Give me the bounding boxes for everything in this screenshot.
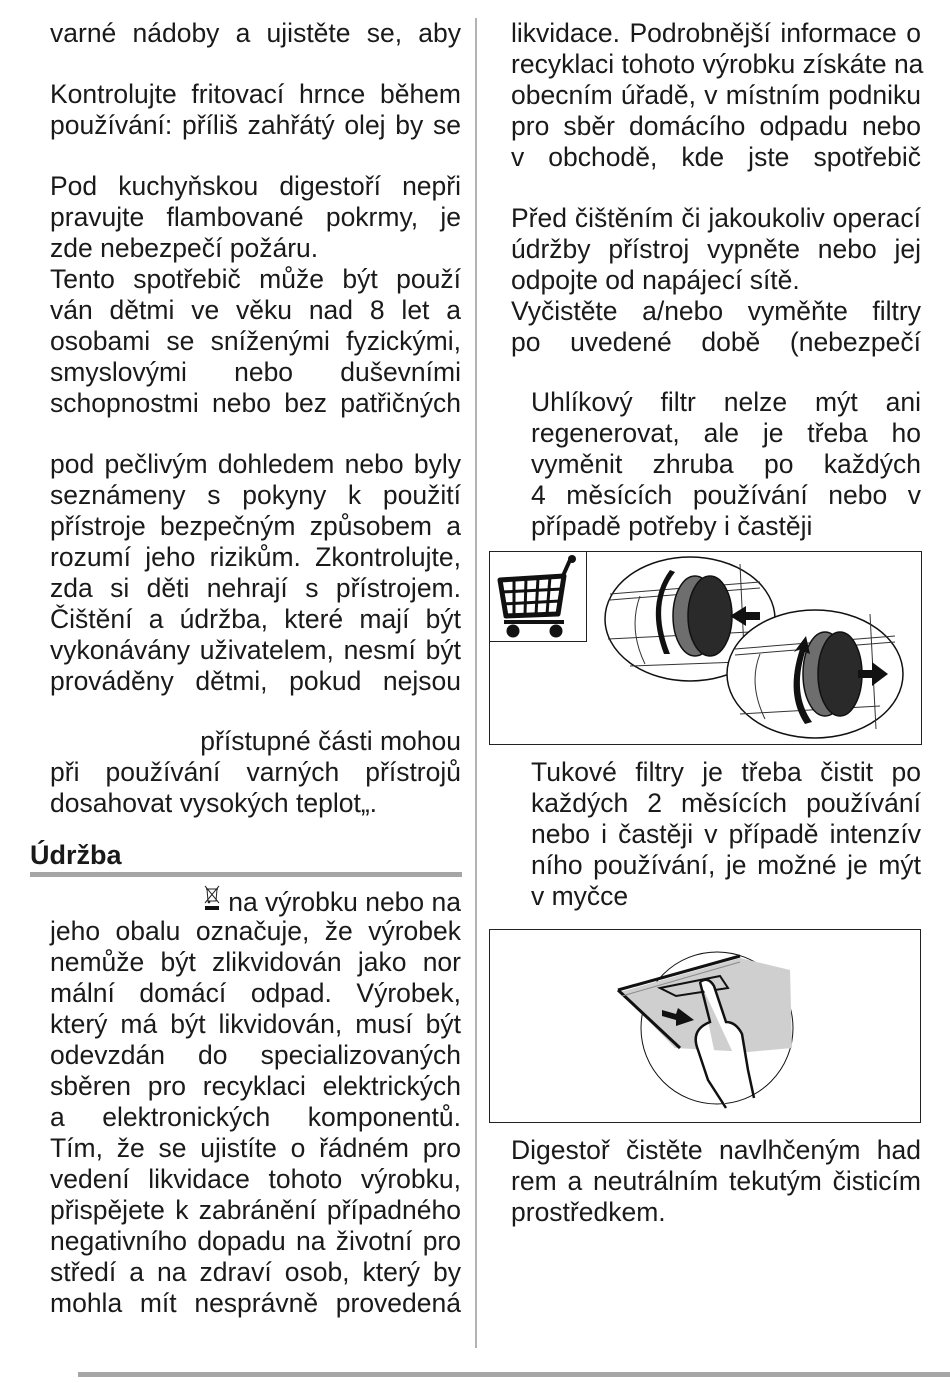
text-line: odevzdán do specializovaných: [50, 1040, 461, 1070]
filter-remove-step: [727, 610, 903, 738]
text-line: negativního dopadu na životní pro: [50, 1226, 461, 1256]
text-line: zda si děti nehrají s přístrojem.: [50, 573, 461, 603]
cart-box: [490, 552, 587, 642]
text-line: pod pečlivým dohledem nebo byly: [50, 449, 461, 479]
text-line: prováděny dětmi, pokud nejsou: [50, 666, 461, 696]
carbon-filter-figure: [489, 551, 922, 745]
text-line: každých 2 měsících používání: [531, 788, 921, 818]
text-line: Pod kuchyňskou digestoří nepři: [50, 171, 461, 201]
text-line: Digestoř čistěte navlhčeným had: [511, 1135, 921, 1165]
text-line: odpojte od napájecí sítě.: [511, 265, 800, 295]
text-line: přístupné části mohou: [200, 726, 461, 756]
text-line: mální domácí odpad. Výrobek,: [50, 978, 461, 1008]
text-line: nemůže být zlikvidován jako nor: [50, 947, 461, 977]
text-line: sběren pro recyklaci elektrických: [50, 1071, 461, 1101]
text-line: varné nádoby a ujistěte se, aby: [50, 18, 461, 48]
text-line: přístroje bezpečným způsobem a: [50, 511, 461, 541]
text-line: Vyčistěte a/nebo vyměňte filtry: [511, 296, 921, 326]
heading-underline: [30, 872, 462, 877]
text-line: osobami se sníženými fyzickými,: [50, 326, 461, 356]
carbon-filter-illustration: [600, 554, 920, 742]
text-line: nebo i častěji v případě intenzív: [531, 819, 921, 849]
text-line: ního používání, je možné je mýt: [531, 850, 921, 880]
text-line: 4 měsících používání nebo v: [531, 480, 921, 510]
text-line: Čištění a údržba, které mají být: [50, 604, 461, 634]
text-line: vedení likvidace tohoto výrobku,: [50, 1164, 461, 1194]
text-line: zde nebezpečí požáru.: [50, 233, 319, 263]
text-line: po uvedené době (nebezpečí: [511, 327, 921, 357]
text-line: používání: příliš zahřátý olej by se: [50, 110, 461, 140]
text-line: obecním úřadě, v místním podniku: [511, 80, 921, 110]
grease-filter-figure: [489, 929, 921, 1123]
text-line: pro sběr domácího odpadu nebo: [511, 111, 921, 141]
text-line: pravujte flambované pokrmy, je: [50, 202, 461, 232]
text-line: v myčce: [531, 881, 629, 911]
text-line: případě potřeby i častěji: [531, 511, 813, 541]
text-line: středí a na zdraví osob, který by: [50, 1257, 461, 1287]
text-line: seznámeny s pokyny k použití: [50, 480, 461, 510]
text-line: rem a neutrálním tekutým čisticím: [511, 1166, 921, 1196]
text-line: vyměnit zhruba po každých: [531, 449, 921, 479]
text-line: recyklaci tohoto výrobku získáte na: [511, 49, 924, 79]
page-bottom-rule: [78, 1372, 950, 1377]
weee-paragraph-text: na výrobku nebo na: [228, 887, 461, 917]
text-line: ván dětmi ve věku nad 8 let a: [50, 295, 461, 325]
shopping-cart-icon: [490, 552, 584, 639]
grease-filter-illustration: [490, 930, 920, 1122]
text-line: dosahovat vysokých teplot„.: [50, 788, 378, 818]
text-line: Tento spotřebič může být použí: [50, 264, 461, 294]
text-line: likvidace. Podrobnější informace o: [511, 18, 921, 48]
text-line: schopnostmi nebo bez patřičných: [50, 388, 461, 418]
text-line: Tím, že se ujistíte o řádném pro: [50, 1133, 461, 1163]
text-line: vykonávány uživatelem, nesmí být: [50, 635, 461, 665]
column-divider: [475, 18, 477, 1348]
text-line: regenerovat, ale je třeba ho: [531, 418, 921, 448]
text-line: jeho obalu označuje, že výrobek: [50, 916, 461, 946]
section-heading-maintenance: Údržba: [30, 840, 122, 870]
text-line: rozumí jeho rizikům. Zkontrolujte,: [50, 542, 461, 572]
text-line: Kontrolujte fritovací hrnce během: [50, 79, 461, 109]
text-line: a elektronických komponentů.: [50, 1102, 461, 1132]
text-line: mohla mít nesprávně provedená: [50, 1288, 461, 1318]
text-line: údržby přístroj vypněte nebo jej: [511, 234, 921, 264]
text-line: smyslovými nebo duševními: [50, 357, 461, 387]
text-line: prostředkem.: [511, 1197, 666, 1227]
text-line: při používání varných přístrojů: [50, 757, 461, 787]
text-line: přispějete k zabránění případného: [50, 1195, 461, 1225]
weee-paragraph-first-line: [50, 885, 461, 916]
text-line: v obchodě, kde jste spotřebič: [511, 142, 921, 172]
text-line: Tukové filtry je třeba čistit po: [531, 757, 921, 787]
crossed-out-wheelie-bin-icon: [203, 885, 221, 911]
text-line: Před čištěním či jakoukoliv operací: [511, 203, 921, 233]
text-line: Uhlíkový filtr nelze mýt ani: [531, 387, 921, 417]
text-line: který má být likvidován, musí být: [50, 1009, 461, 1039]
